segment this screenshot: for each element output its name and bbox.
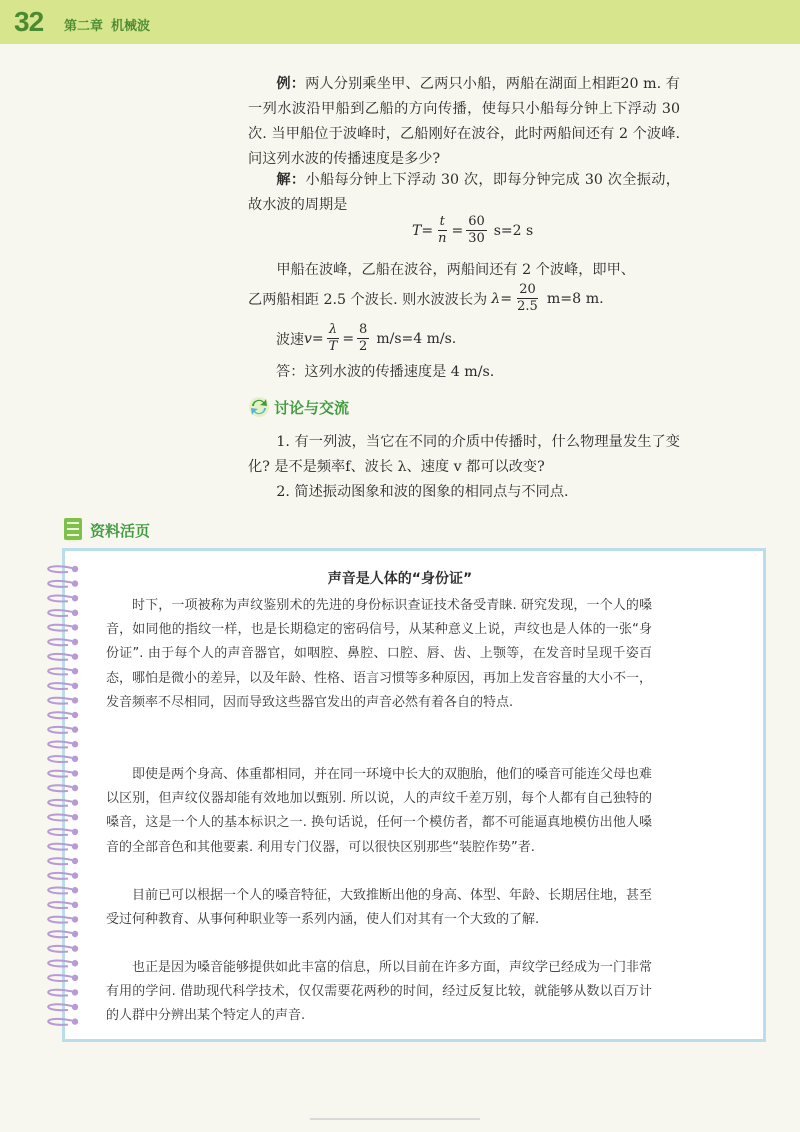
resource-label: 资料活页 bbox=[90, 522, 151, 540]
spiral-ring bbox=[48, 639, 72, 645]
spiral-hole bbox=[72, 989, 78, 995]
period-num-1: t bbox=[439, 214, 445, 229]
speed-num-2: 8 bbox=[359, 322, 368, 337]
period-lhs: T= bbox=[412, 222, 434, 239]
page-number: 32 bbox=[14, 6, 44, 37]
resource-paragraph-1: 时下，一项被称为声纹鉴别术的先进的身份标识查证技术备受青睐. 研究发现，一个人的嗓音，如同他的指纹一样，也是长期稳定的密码信号，从某种意义上说，声纹也是人体的一张“身份证”. 由于每个人的声音器官，如咽腔、鼻腔、口腔、唇、齿、上颚等，在发音时呈现千姿百态，哪怕是微小的差异，以及年龄、性格、语言习惯等多种原因，再加上发音容量的大小不一，发音频率不尽相同，因而导致这些器官发出的声音必然有着各自的特点. bbox=[106, 598, 653, 710]
spiral-hole bbox=[72, 624, 78, 630]
chapter-title: 机械波 bbox=[111, 19, 151, 34]
spiral-ring bbox=[48, 727, 72, 733]
answer-line: 答：这列水波的传播速度是 4 m/s. bbox=[276, 364, 495, 380]
spiral-hole bbox=[72, 683, 78, 689]
wavelength-lhs: λ= bbox=[491, 290, 513, 307]
spiral-ring bbox=[48, 829, 72, 835]
period-fraction-2 bbox=[466, 214, 487, 247]
spiral-hole bbox=[72, 1004, 78, 1010]
resource-paragraph-2: 即使是两个身高、体重都相同，并在同一环境中长大的双胞胎，他们的嗓音可能连父母也难以区别，但声纹仪器却能有效地加以甄别. 所以说，人的声纹千差万别，每个人都有自己独特的嗓音，这是一个人的基本标识之一. 换句话说，任何一个模仿者，都不可能逼真地模仿出他人嗓音的全部音色和其他要素. 利用专门仪器，可以很快区别那些“装腔作势”者. bbox=[106, 767, 653, 855]
spiral-ring bbox=[48, 596, 72, 602]
spiral-hole bbox=[72, 799, 78, 805]
spiral-ring bbox=[48, 961, 72, 967]
spiral-ring bbox=[48, 975, 72, 981]
resource-paragraph-3: 目前已可以根据一个人的嗓音特征，大致推断出他的身高、体型、年龄、长期居住地，甚至受过何种教育、从事何种职业等一系列内涵，使人们对其有一个大致的了解. bbox=[106, 888, 653, 928]
wavelength-text: 乙两船相距 2.5 个波长. 则水波波长为 bbox=[248, 291, 488, 308]
spiral-hole bbox=[72, 741, 78, 747]
spiral-hole bbox=[72, 872, 78, 878]
spiral-hole bbox=[72, 945, 78, 951]
spiral-hole bbox=[72, 902, 78, 908]
spiral-hole bbox=[72, 726, 78, 732]
period-den-2: 30 bbox=[468, 231, 485, 246]
spiral-hole bbox=[72, 712, 78, 718]
spiral-ring bbox=[48, 990, 72, 996]
spiral-ring bbox=[48, 888, 72, 894]
spiral-hole bbox=[72, 916, 78, 922]
spiral-hole bbox=[72, 1018, 78, 1024]
spiral-ring bbox=[48, 946, 72, 952]
spiral-hole bbox=[72, 975, 78, 981]
spiral-ring bbox=[48, 1004, 72, 1010]
spiral-hole bbox=[72, 668, 78, 674]
wavelength-fraction bbox=[515, 282, 540, 315]
spiral-hole bbox=[72, 814, 78, 820]
speed-eq: = bbox=[342, 330, 355, 347]
example-text: 两人分别乘坐甲、乙两只小船，两船在湖面上相距20 m. 有一列水波沿甲船到乙船的方向传播，使每只小船每分钟上下浮动 30 次. 当甲船位于波峰时，乙船刚好在波谷，此时两船间还有 2 个波峰. 问这列水波的传播速度是多少? bbox=[248, 76, 680, 167]
spiral-ring bbox=[48, 669, 72, 675]
spiral-ring bbox=[48, 785, 72, 791]
discussion-arrows-icon bbox=[248, 396, 270, 418]
spiral-ring bbox=[48, 873, 72, 879]
spiral-hole bbox=[72, 639, 78, 645]
example-paragraph bbox=[248, 72, 680, 172]
speed-result: m/s=4 m/s. bbox=[376, 330, 457, 347]
spiral-ring bbox=[48, 1019, 72, 1025]
spiral-ring bbox=[48, 698, 72, 704]
speed-num-1: λ bbox=[328, 322, 338, 337]
chapter-number: 第二章 bbox=[64, 19, 104, 34]
spiral-ring bbox=[48, 815, 72, 821]
discussion-question-1: 1. 有一列波，当它在不同的介质中传播时，什么物理量发生了变化? 是不是频率f、波长 λ、速度 v 都可以改变? bbox=[248, 434, 680, 475]
speed-den-2: 2 bbox=[359, 339, 368, 354]
speed-den-1: T bbox=[328, 339, 338, 354]
speed-fraction-2 bbox=[357, 322, 369, 355]
spiral-ring bbox=[48, 800, 72, 806]
speed-formula bbox=[276, 322, 456, 355]
period-eq: = bbox=[451, 222, 464, 239]
discussion-title: 讨论与交流 bbox=[274, 399, 350, 417]
period-fraction-1 bbox=[436, 214, 448, 247]
spiral-hole bbox=[72, 756, 78, 762]
period-result: s=2 s bbox=[493, 222, 534, 239]
spiral-ring bbox=[48, 931, 72, 937]
spiral-hole bbox=[72, 785, 78, 791]
solution-paragraph-2a: 甲船在波峰，乙船在波谷，两船间还有 2 个波峰，即甲、 bbox=[276, 262, 635, 278]
solution-label: 解： bbox=[276, 172, 306, 188]
spiral-hole bbox=[72, 595, 78, 601]
page-header bbox=[0, 0, 800, 44]
spiral-ring bbox=[48, 625, 72, 631]
solution-text: 小船每分钟上下浮动 30 次，即每分钟完成 30 次全振动，故水波的周期是 bbox=[248, 172, 680, 213]
speed-fraction-1 bbox=[327, 322, 340, 355]
period-formula bbox=[412, 214, 533, 247]
wavelength-den: 2.5 bbox=[517, 299, 538, 314]
example-label: 例： bbox=[276, 76, 306, 92]
spiral-hole bbox=[72, 770, 78, 776]
period-num-2: 60 bbox=[468, 214, 485, 229]
spiral-hole bbox=[72, 931, 78, 937]
notebook-spiral-icon bbox=[38, 560, 84, 1040]
solution-paragraph bbox=[248, 168, 680, 218]
spiral-ring bbox=[48, 610, 72, 616]
resource-document-icon bbox=[64, 518, 82, 540]
spiral-hole bbox=[72, 653, 78, 659]
speed-prefix: 波速 bbox=[276, 331, 304, 348]
wavelength-result: m=8 m. bbox=[546, 290, 604, 307]
spiral-ring bbox=[48, 844, 72, 850]
discussion-question-2: 2. 简述振动图象和波的图象的相同点与不同点. bbox=[276, 484, 569, 500]
spiral-ring bbox=[48, 712, 72, 718]
spiral-hole bbox=[72, 887, 78, 893]
spiral-ring bbox=[48, 771, 72, 777]
resource-paragraph-4: 也正是因为嗓音能够提供如此丰富的信息，所以目前在许多方面，声纹学已经成为一门非常有用的学问. 借助现代科学技术，仅仅需要花两秒的时间，经过反复比较，就能够从数以百万计的人群中分辨出某个特定人的声音. bbox=[106, 960, 653, 1024]
wavelength-num: 20 bbox=[519, 282, 536, 297]
spiral-ring bbox=[48, 917, 72, 923]
page-footer-line bbox=[310, 1118, 480, 1120]
speed-lhs: v= bbox=[304, 330, 324, 347]
spiral-ring bbox=[48, 756, 72, 762]
period-den-1: n bbox=[438, 231, 447, 246]
spiral-hole bbox=[72, 960, 78, 966]
spiral-hole bbox=[72, 843, 78, 849]
spiral-ring bbox=[48, 902, 72, 908]
resource-title: 声音是人体的“身份证” bbox=[327, 571, 473, 587]
spiral-hole bbox=[72, 858, 78, 864]
spiral-hole bbox=[72, 829, 78, 835]
chapter-label bbox=[64, 15, 158, 34]
spiral-ring bbox=[48, 654, 72, 660]
spiral-ring bbox=[48, 742, 72, 748]
spiral-hole bbox=[72, 610, 78, 616]
spiral-hole bbox=[72, 697, 78, 703]
wavelength-line bbox=[248, 282, 604, 315]
spiral-ring bbox=[48, 683, 72, 689]
spiral-ring bbox=[48, 858, 72, 864]
